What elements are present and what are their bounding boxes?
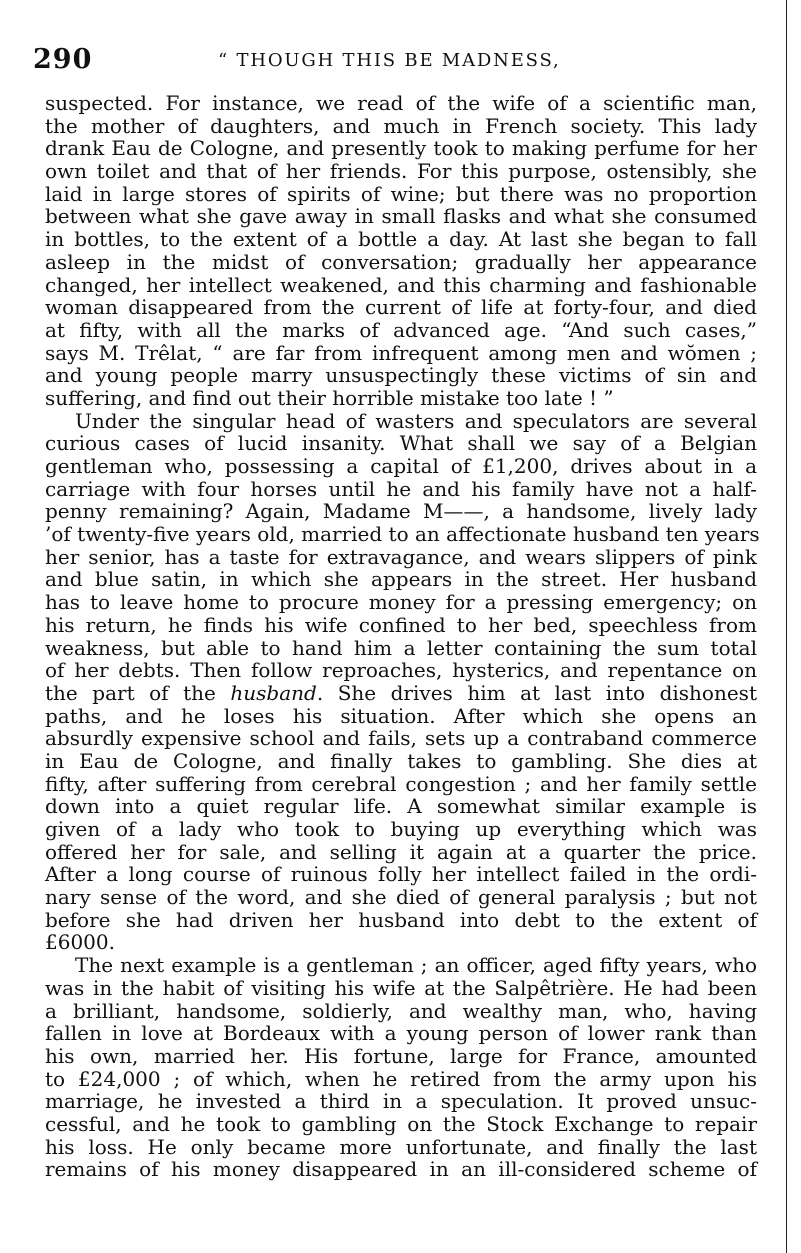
- text-line: [45, 342, 757, 365]
- text-line: [45, 546, 757, 569]
- text-line: [45, 818, 757, 841]
- line-text: paths, and he loses his situation. After which she opens an: [45, 703, 757, 728]
- text-line: [45, 637, 757, 660]
- line-text: changed, her intellect weakened, and this charming and fashionable: [45, 272, 757, 297]
- line-text: curious cases of lucid insanity. What shall we say of a Belgian: [45, 431, 757, 456]
- text-line: [45, 795, 757, 818]
- running-head: “ THOUGH THIS BE MADNESS,: [218, 50, 561, 71]
- text-line: [45, 522, 760, 547]
- text-line: [45, 364, 757, 387]
- text-line: [45, 727, 757, 750]
- text-line: [45, 137, 757, 160]
- line-text: After a long course of ruinous folly her intellect failed in the ordi-: [45, 862, 757, 887]
- line-text: between what she gave away in small flasks and what she consumed: [45, 204, 757, 229]
- line-text: laid in large stores of spirits of wine; but there was no proportion: [45, 181, 757, 206]
- line-text: and blue satin, in which she appears in the street. Her husband: [45, 567, 757, 592]
- text-line: [45, 841, 757, 864]
- text-line: [45, 500, 757, 523]
- line-text: £6000.: [45, 930, 115, 955]
- line-text: his return, he finds his wife confined to her bed, speechless from: [45, 612, 757, 637]
- text-line: [45, 568, 757, 591]
- line-text: has to leave home to procure money for a pressing emergency; on: [45, 590, 757, 615]
- line-text: fallen in love at Bordeaux with a young person of lower rank than: [45, 1021, 757, 1046]
- text-line: [45, 1136, 757, 1159]
- line-text: woman disappeared from the current of life at forty-four, and died: [45, 295, 757, 320]
- line-text: gentleman who, possessing a capital of £1,200, drives about in a: [45, 454, 757, 478]
- line-text: his own, married her. His fortune, large for France, amounted: [45, 1043, 757, 1068]
- text-line: [45, 319, 757, 342]
- line-text: cessful, and he took to gambling on the Stock Exchange to repair: [45, 1111, 757, 1136]
- line-text: in Eau de Cologne, and finally takes to gambling. She dies at: [45, 748, 757, 773]
- text-line: [45, 455, 757, 478]
- line-text: absurdly expensive school and fails, sets up a contraband commerce: [45, 726, 757, 751]
- text-line: [45, 296, 757, 319]
- line-text: remains of his money disappeared in an ill-considered scheme of: [45, 1157, 757, 1182]
- text-line: [45, 1068, 757, 1091]
- line-text: fifty, after suffering from cerebral congestion ; and her family settle: [45, 771, 757, 796]
- page-header: [33, 44, 753, 84]
- text-line: [45, 478, 757, 501]
- text-line: [45, 614, 757, 637]
- line-text: asleep in the midst of conversation; gradually her appearance: [45, 249, 757, 274]
- text-line: [45, 387, 757, 410]
- line-text: and young people marry unsuspectingly these victims of sin and: [45, 363, 757, 388]
- text-line: [45, 659, 757, 682]
- text-line: [45, 228, 757, 251]
- line-text: Under the singular head of wasters and speculators are several: [75, 408, 757, 433]
- page-number: 290: [33, 44, 93, 75]
- line-text: ’of twenty-five years old, married to an affectionate husband ten years: [45, 522, 760, 547]
- text-line: [45, 92, 757, 115]
- line-text: the part of the: [45, 680, 231, 705]
- text-line: [45, 160, 757, 183]
- line-text: of her debts. Then follow reproaches, hysterics, and repentance on: [45, 658, 757, 683]
- body-text: [45, 91, 760, 1182]
- text-line: [45, 274, 757, 297]
- line-text: penny remaining? Again, Madame M——, a handsome, lively lady: [45, 499, 757, 524]
- text-line: [45, 1022, 757, 1045]
- line-text: carriage with four horses until he and his family have not a half-: [45, 476, 757, 501]
- line-text: weakness, but able to hand him a letter containing the sum total: [45, 635, 757, 660]
- text-line: [45, 931, 757, 954]
- text-line: [45, 1090, 757, 1113]
- line-text: suspected. For instance, we read of the wife of a scientific man,: [45, 91, 757, 115]
- line-text: The next example is a gentleman ; an officer, aged fifty years, who: [75, 953, 757, 978]
- text-line: [45, 1113, 757, 1136]
- text-line: [45, 410, 757, 433]
- line-text: says M. Trêlat, “ are far from infrequent among men and wŏmen ;: [45, 340, 757, 365]
- text-line: [45, 1000, 757, 1023]
- text-line: [45, 909, 757, 932]
- page-edge-line: [786, 0, 787, 1253]
- line-text: his loss. He only became more unfortunate, and finally the last: [45, 1134, 757, 1159]
- text-line: [45, 863, 757, 886]
- text-line: [45, 682, 757, 705]
- line-text: in bottles, to the extent of a bottle a day. At last she began to fall: [45, 227, 757, 252]
- line-text: her senior, has a taste for extravagance, and wears slippers of pink: [45, 544, 757, 569]
- text-line: [45, 591, 757, 614]
- line-text: a brilliant, handsome, soldierly, and wealthy man, who, having: [45, 998, 757, 1023]
- line-text: own toilet and that of her friends. For this purpose, ostensibly, she: [45, 159, 757, 184]
- line-text: was in the habit of visiting his wife at the Salpêtrière. He had been: [45, 975, 757, 1000]
- text-line: [45, 205, 757, 228]
- line-text: suffering, and find out their horrible mistake too late ! ”: [45, 385, 614, 410]
- text-line: [45, 977, 757, 1000]
- line-text: the mother of daughters, and much in French society. This lady: [45, 113, 757, 138]
- text-line: [45, 115, 757, 138]
- line-text: to £24,000 ; of which, when he retired from the army upon his: [45, 1066, 757, 1091]
- line-italic-text: husband: [230, 680, 317, 705]
- text-line: [45, 954, 757, 977]
- text-line: [45, 432, 757, 455]
- line-text: at fifty, with all the marks of advanced age. “And such cases,”: [45, 317, 757, 342]
- text-line: [45, 1045, 757, 1068]
- text-line: [45, 251, 757, 274]
- line-text: drank Eau de Cologne, and presently took to making perfume for her: [45, 136, 757, 161]
- line-text: offered her for sale, and selling it again at a quarter the price.: [45, 839, 757, 864]
- line-text: before she had driven her husband into debt to the extent of: [45, 907, 757, 932]
- line-text: marriage, he invested a third in a speculation. It proved unsuc-: [45, 1089, 757, 1114]
- line-text: given of a lady who took to buying up everything which was: [45, 817, 757, 841]
- text-line: [45, 1158, 757, 1181]
- text-line: [45, 773, 757, 796]
- line-text-after: . She drives him at last into dishonest: [316, 680, 757, 705]
- line-text: nary sense of the word, and she died of general paralysis ; but not: [45, 885, 757, 910]
- text-line: [45, 886, 757, 909]
- text-line: [45, 705, 757, 728]
- text-line: [45, 750, 757, 773]
- text-line: [45, 183, 757, 206]
- line-text: down into a quiet regular life. A somewhat similar example is: [45, 794, 757, 819]
